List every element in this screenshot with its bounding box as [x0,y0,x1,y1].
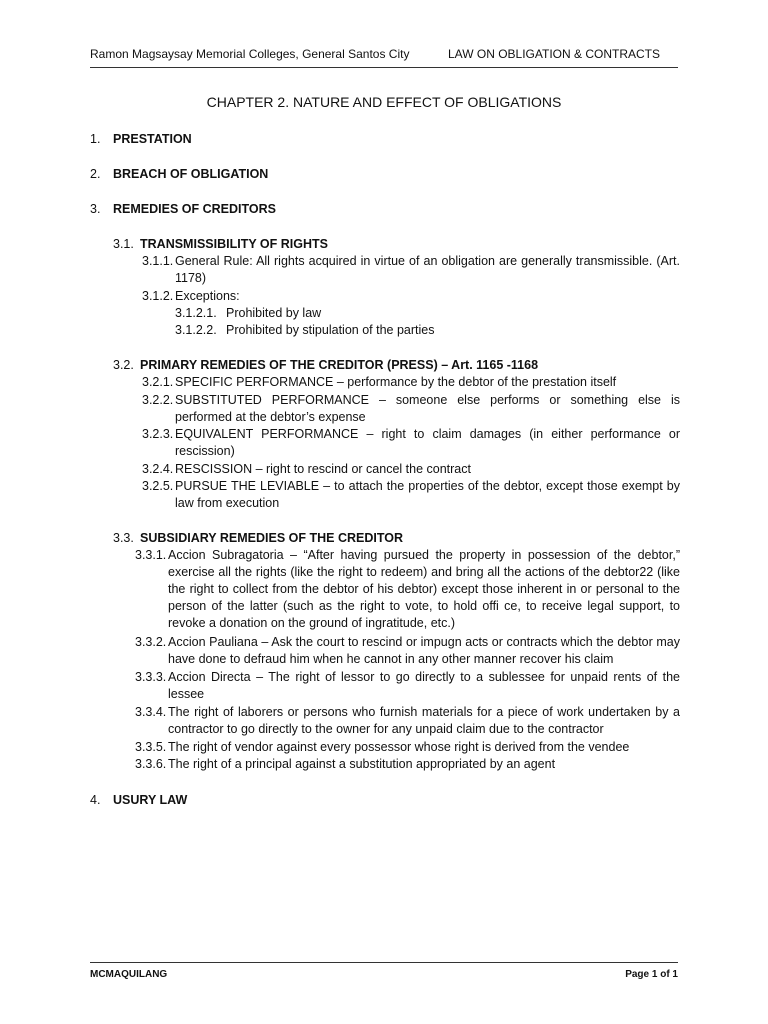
list-item-number: 3.2.3. [142,427,174,441]
subsection-3-1-label: TRANSMISSIBILITY OF RIGHTS [140,237,328,251]
header-institution: Ramon Magsaysay Memorial Colleges, General Santos City [90,47,410,61]
item-3-1-2-2-number: 3.1.2.2. [175,323,217,337]
subsection-3-3-label: SUBSIDIARY REMEDIES OF THE CREDITOR [140,531,403,545]
list-item-number: 3.3.5. [135,740,167,754]
section-number: 1. [90,132,101,146]
item-3-1-2-number: 3.1.2. [142,289,174,303]
section-1-label: PRESTATION [113,132,192,146]
list-item-text: SPECIFIC PERFORMANCE – performance by the debtor of the prestation itself [175,375,617,389]
list-item-text: Accion Pauliana – Ask the court to rescind or impugn acts or contracts which the debtor may have done to defraud him when he cannot in any other manner recover his claim [168,635,680,666]
footer-author: MCMAQUILANG [90,969,168,980]
subsection-3-3-number: 3.3. [113,531,134,545]
list-item-text: The right of vendor against every possessor whose right is derived from the vendee [168,740,630,754]
section-2-number: 2. [90,167,101,181]
list-item-text: RESCISSION – right to rescind or cancel the contract [175,462,471,476]
section-1 [90,131,100,148]
list-item-number: 3.3.2. [135,635,167,649]
page-footer [90,962,678,983]
item-3-1-2-1-number: 3.1.2.1. [175,306,217,320]
list-item-text: EQUIVALENT PERFORMANCE – right to claim damages (in either performance or rescission) [175,427,680,458]
list-item-text: PURSUE THE LEVIABLE – to attach the properties of the debtor, except those exempt by law from execution [175,479,680,510]
chapter-title: CHAPTER 2. NATURE AND EFFECT OF OBLIGATIONS [206,94,562,110]
section-4-number: 4. [90,793,101,807]
item-3-1-2-2-text: Prohibited by stipulation of the parties [226,323,435,337]
list-item-text: The right of a principal against a substitution appropriated by an agent [168,757,556,771]
list-item-text: The right of laborers or persons who furnish materials for a piece of work undertaken by a contractor to go directly to the owner for any unpaid claim due to the contractor [168,705,680,736]
list-item-number: 3.2.2. [142,393,174,407]
list-item-number: 3.3.1. [135,548,167,562]
list-item-number: 3.3.3. [135,670,167,684]
list-item-text: Accion Directa – The right of lessor to go directly to a sublessee for unpaid rents of the lessee [168,670,680,701]
list-item-text: SUBSTITUTED PERFORMANCE – someone else performs or something else is performed at the debtor’s expense [175,393,680,424]
subsection-3-2-label-bold: PRIMARY REMEDIES OF THE CREDITOR [140,358,384,372]
item-3-1-1-number: 3.1.1. [142,254,174,268]
item-3-1-2-text: Exceptions: [175,289,240,303]
subsection-3-2-label-rest: (PRESS) – Art. 1165 -1168 [387,358,539,372]
section-3-label: REMEDIES OF CREDITORS [113,202,276,216]
list-item-text: Accion Subragatoria – “After having pursued the property in possession of the debtor,” exercise all the rights (like the right to redeem) and bring all the actions of the debtor22 (like the right to collect from the debtor of his debtor) except those inherent in or personal to the person of the latter (such as the right to vote, to hold offi ce, to receive legal support, to revoke a donation on the ground of ingratitude, etc.) [168,548,680,630]
page-header [90,46,678,68]
list-item-number: 3.3.4. [135,705,167,719]
section-2-label: BREACH OF OBLIGATION [113,167,269,181]
subsection-3-2-number: 3.2. [113,358,134,372]
subsection-3-1-number: 3.1. [113,237,134,251]
list-item-number: 3.2.4. [142,462,174,476]
list-item-number: 3.3.6. [135,757,167,771]
item-3-1-1-text: General Rule: All rights acquired in virtue of an obligation are generally transmissible. (Art. 1178) [175,254,680,285]
header-course-title: LAW ON OBLIGATION & CONTRACTS [447,47,660,61]
subsection-3-2-label [140,357,538,374]
section-3-number: 3. [90,202,101,216]
footer-page-number: Page 1 of 1 [625,969,678,980]
list-item-number: 3.2.5. [142,479,174,493]
list-item-number: 3.2.1. [142,375,174,389]
item-3-1-2-1-text: Prohibited by law [226,306,322,320]
section-4-label: USURY LAW [113,793,188,807]
